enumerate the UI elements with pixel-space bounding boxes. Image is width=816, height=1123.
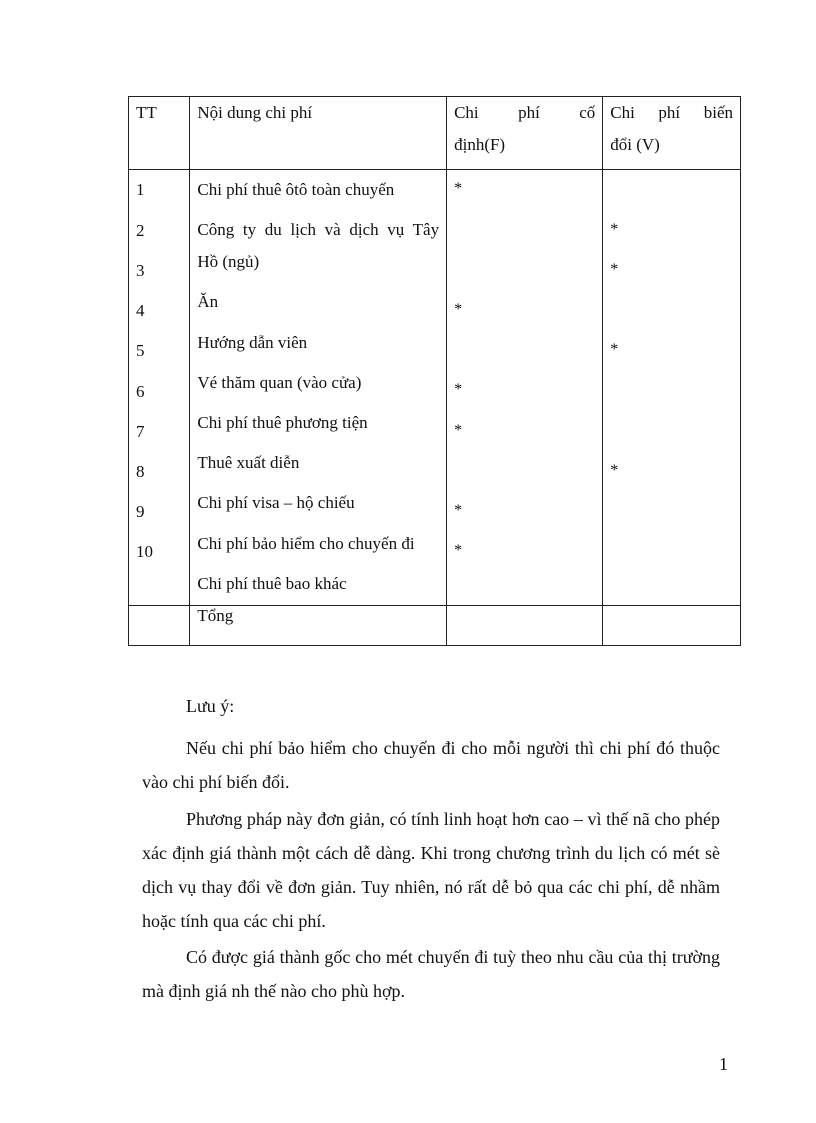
fixed-cost-mark: *	[454, 301, 463, 319]
row-number: 3	[136, 261, 145, 281]
header-variable-cost	[603, 97, 741, 170]
page-number: 1	[719, 1054, 728, 1074]
table-body-row	[129, 170, 741, 606]
row-number: 2	[136, 221, 145, 241]
total-number-cell	[129, 605, 190, 645]
variable-cost-mark: *	[610, 462, 619, 480]
total-label: Tổng	[197, 605, 234, 625]
header-fixed-cost	[447, 97, 603, 170]
row-number: 6	[136, 382, 145, 402]
note-paragraph-1: Nếu chi phí bảo hiểm cho chuyến đi cho mỗi người thì chi phí đó thuộc vào chi phí biến đổi.	[142, 738, 720, 792]
notes-heading: Lưu ý:	[186, 696, 235, 716]
header-tt-label: TT	[136, 103, 157, 122]
fixed-cost-mark: *	[454, 542, 463, 560]
row-number: 8	[136, 462, 145, 482]
cost-item: Vé thăm quan (vào cửa)	[197, 373, 362, 393]
row-number: 10	[136, 542, 153, 562]
row-number: 5	[136, 341, 145, 361]
variable-cost-mark: *	[610, 341, 619, 359]
note-paragraph-3: Có được giá thành gốc cho mét chuyến đi tuỳ theo nhu cầu của thị trường mà định giá nh thế nào cho phù hợp.	[142, 947, 720, 1001]
cost-item: Hướng dẫn viên	[197, 333, 308, 353]
header-variable-line2: đổi (V)	[610, 135, 660, 154]
cost-table	[128, 96, 741, 646]
fixed-cost-mark: *	[454, 180, 463, 198]
header-content-label: Nội dung chi phí	[197, 103, 313, 122]
variable-cost-mark: *	[610, 261, 619, 279]
cost-item: Chi phí bảo hiểm cho chuyến đi	[197, 534, 415, 554]
fixed-cost-mark: *	[454, 422, 463, 440]
table-total-row	[129, 605, 741, 645]
table-header-row	[129, 97, 741, 170]
cost-item: Ăn	[197, 292, 219, 312]
row-number: 1	[136, 180, 145, 200]
header-fixed-line2: định(F)	[454, 135, 506, 154]
row-number: 4	[136, 301, 145, 321]
header-fixed-line1: Chi phí cố	[454, 103, 596, 122]
variable-cost-column	[603, 170, 741, 606]
total-variable-cell	[603, 605, 741, 645]
total-fixed-cell	[447, 605, 603, 645]
cost-item: Chi phí thuê ôtô toàn chuyến	[197, 180, 395, 200]
fixed-cost-mark: *	[454, 381, 463, 399]
row-number: 7	[136, 422, 145, 442]
fixed-cost-column	[447, 170, 603, 606]
header-variable-line1: Chi phí biến	[610, 103, 733, 122]
cost-item: Thuê xuất diễn	[197, 453, 300, 473]
cost-item: Hồ (ngủ)	[197, 252, 260, 272]
content-column	[190, 170, 447, 606]
header-content	[190, 97, 447, 170]
note-paragraph-2: Phương pháp này đơn giản, có tính linh hoạt hơn cao – vì thế nã cho phép xác định giá thành một cách dễ dàng. Khi trong chương trình du lịch có mét sè dịch vụ thay đổi về đơn giản. Tuy nhiên, nó rất dễ bỏ qua các chi phí, dễ nhầm hoặc tính qua các chi phí.	[142, 809, 720, 931]
cost-item: Chi phí visa – hộ chiếu	[197, 493, 355, 513]
fixed-cost-mark: *	[454, 502, 463, 520]
cost-item: Chi phí thuê bao khác	[197, 574, 347, 594]
total-label-cell	[190, 605, 447, 645]
row-number: 9	[136, 502, 145, 522]
cost-item: Chi phí thuê phương tiện	[197, 413, 368, 433]
header-tt	[129, 97, 190, 170]
variable-cost-mark: *	[610, 221, 619, 239]
cost-item: Công ty du lịch và dịch vụ Tây	[197, 220, 440, 240]
number-column	[129, 170, 190, 606]
